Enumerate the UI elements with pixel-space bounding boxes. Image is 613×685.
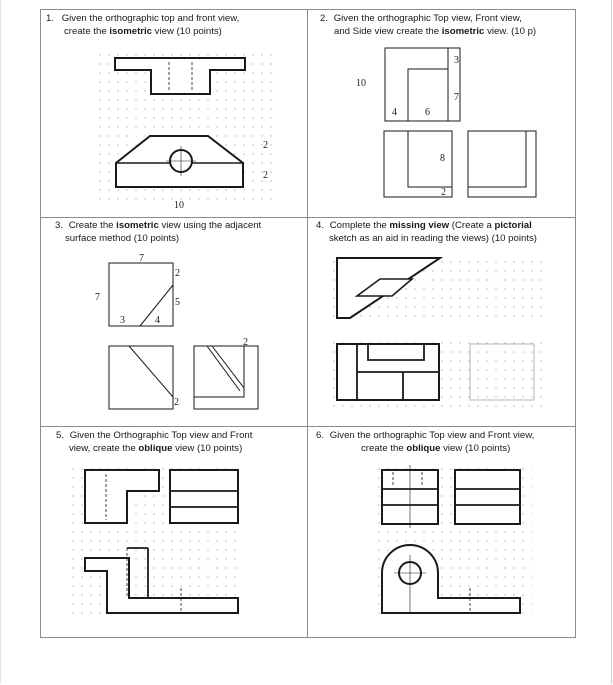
- question-5-number: 5.: [56, 430, 65, 441]
- question-1-number: 1.: [46, 13, 55, 24]
- q3-dim-left: 7: [95, 292, 100, 303]
- q3-dim-side-top: 2: [243, 337, 248, 348]
- question-4-number: 4.: [316, 220, 325, 231]
- question-4-line1-pre: Complete the: [329, 220, 390, 231]
- q6-top-view-right: [455, 470, 520, 524]
- question-4-bold-2: pictorial: [494, 220, 532, 231]
- q3-dim-front-bottom: 2: [174, 397, 179, 408]
- question-5-line2-pre: view, create the: [69, 442, 139, 454]
- question-1-bold: isometric: [109, 25, 153, 37]
- question-3-line1-pre: Create the: [68, 220, 117, 231]
- q3-top-view: [109, 263, 173, 326]
- question-3-line1-post: view using the adjacent: [158, 220, 262, 231]
- q3-dim-right-mid: 5: [175, 297, 180, 308]
- question-6-bold: oblique: [406, 442, 441, 454]
- q3-side-diagonal-2: [212, 346, 244, 388]
- question-4-line1-mid: (Create a: [449, 220, 495, 231]
- question-5-bold: oblique: [138, 442, 173, 454]
- question-1-line2-pre: create the: [64, 25, 110, 37]
- question-2-number: 2.: [320, 13, 329, 24]
- question-6-line2-post: view (10 points): [440, 442, 511, 454]
- q2-dim-left: 10: [356, 78, 366, 89]
- q2-dim-inner-left: 4: [392, 107, 397, 118]
- question-2-line2-post: view. (10 p): [484, 25, 537, 37]
- q1-dim-width: 10: [174, 200, 184, 211]
- question-5-line1: Given the Orthographic Top view and Front: [69, 430, 253, 441]
- question-3-line2: surface method (10 points): [65, 232, 180, 244]
- question-5-line2-post: view (10 points): [172, 442, 243, 454]
- q3-dim-bottom-mid: 4: [155, 315, 160, 326]
- q2-dim-front-bottom: 2: [441, 187, 446, 198]
- q3-front-diagonal: [129, 346, 173, 397]
- question-3-number: 3.: [55, 220, 64, 231]
- q2-side-inner: [468, 131, 526, 187]
- question-4-line2: sketch as an aid in reading the views) (10 points): [329, 232, 537, 244]
- q2-dim-top-right: 3: [454, 55, 459, 66]
- question-3-bold: isometric: [116, 220, 159, 231]
- question-2-bold: isometric: [441, 25, 485, 37]
- question-6-number: 6.: [316, 430, 325, 441]
- q5-top-view-right: [170, 470, 238, 523]
- q3-front-view: [109, 346, 173, 409]
- q2-dim-front-height: 8: [440, 153, 445, 164]
- q2-dim-right: 7: [454, 92, 459, 103]
- q2-dim-inner-right: 6: [425, 107, 430, 118]
- question-6-line2-pre: create the: [361, 442, 407, 454]
- q1-dim-height-bottom: 2: [263, 170, 268, 181]
- question-4-bold-1: missing view: [389, 220, 450, 231]
- q3-dim-right-top: 2: [175, 268, 180, 279]
- question-2-line2-pre: and Side view create the: [334, 25, 442, 37]
- q3-side-diagonal-1: [207, 346, 240, 391]
- question-6-line1: Given the orthographic Top view and Front view,: [329, 430, 535, 441]
- q1-dim-height-top: 2: [263, 140, 268, 151]
- question-1-line1: Given the orthographic top and front view,: [61, 13, 240, 24]
- q3-dim-top: 7: [139, 253, 144, 264]
- question-2-line1: Given the orthographic Top view, Front view,: [333, 13, 522, 24]
- q3-side-inner: [194, 346, 244, 397]
- q2-front-inner: [408, 131, 452, 187]
- q3-dim-bottom-left: 3: [120, 315, 125, 326]
- q3-side-view: [194, 346, 258, 409]
- question-1-line2-post: view (10 points): [152, 25, 222, 37]
